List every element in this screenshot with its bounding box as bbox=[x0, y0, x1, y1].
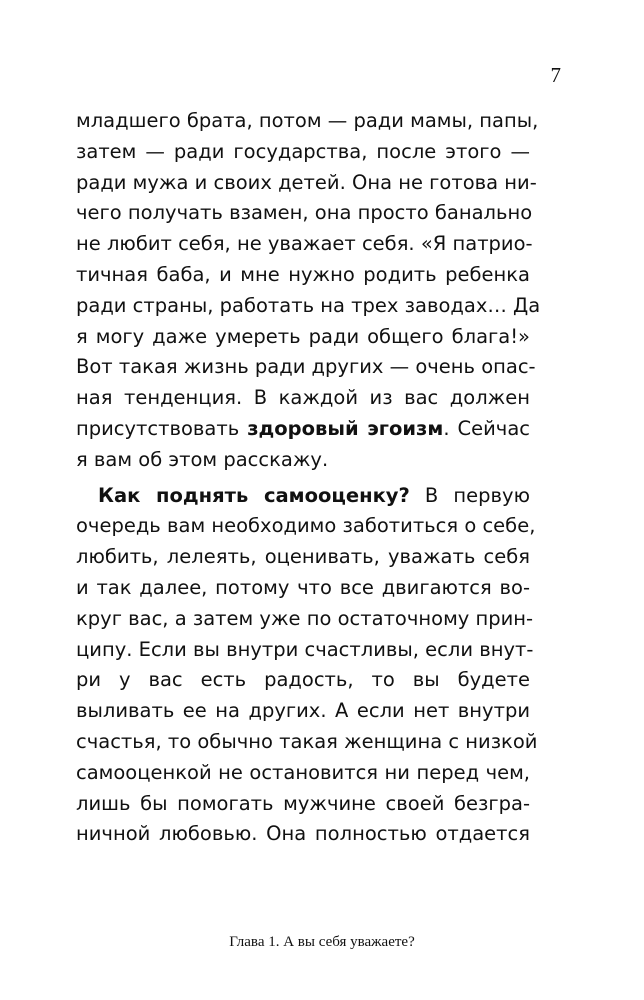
text-line bbox=[76, 414, 530, 445]
text-line: и так далее, потому что все двигаются во- bbox=[76, 575, 530, 599]
text-line: затем — ради государства, после этого — bbox=[76, 139, 530, 163]
text-line: Вот такая жизнь ради других — очень опас- bbox=[76, 355, 536, 379]
paragraph-2 bbox=[76, 481, 538, 851]
text-run: присутствовать bbox=[76, 416, 248, 440]
text-line: выливать ее на других. А если нет внутри bbox=[76, 699, 530, 723]
body-text bbox=[76, 106, 541, 850]
text-line: чего получать взамен, она просто банально bbox=[76, 201, 533, 225]
text-line: счастья, то обычно такая женщина с низкой bbox=[76, 729, 538, 753]
running-footer: Глава 1. А вы себя уважаете? bbox=[229, 934, 415, 950]
text-line: не любит себя, не уважает себя. «Я патрио- bbox=[76, 232, 533, 256]
bold-term: здоровый эгоизм bbox=[247, 416, 444, 440]
text-line: тичная баба, и мне нужно родить ребенка bbox=[76, 262, 530, 286]
text-line: я вам об этом расскажу. bbox=[76, 447, 329, 471]
text-line: ради мужа и своих детей. Она не готова ни- bbox=[76, 170, 537, 194]
text-line: я могу даже умереть ради общего блага!» bbox=[76, 324, 530, 348]
text-run: В первую bbox=[409, 483, 530, 507]
page-number: 7 bbox=[550, 63, 561, 87]
text-line: самооценкой не остановится ни перед чем, bbox=[76, 760, 530, 784]
paragraph-1 bbox=[76, 106, 541, 476]
bold-heading: Как поднять самооценку? bbox=[98, 483, 410, 507]
text-line: ципу. Если вы внутри счастливы, если внут- bbox=[76, 637, 534, 661]
text-line: лишь бы помогать мужчине своей безгра- bbox=[76, 791, 530, 815]
text-line: младшего брата, потом — ради мамы, папы, bbox=[76, 109, 539, 132]
text-line: ная тенденция. В каждой из вас должен bbox=[76, 386, 530, 410]
text-line: ри у вас есть радость, то вы будете bbox=[76, 668, 530, 692]
text-run: . Сейчас bbox=[443, 416, 530, 440]
text-line: очередь вам необходимо заботиться о себе, bbox=[76, 514, 536, 538]
text-line: любить, лелеять, оценивать, уважать себя bbox=[76, 545, 530, 569]
text-line: ничной любовью. Она полностью отдается bbox=[76, 822, 530, 846]
text-line bbox=[76, 481, 530, 512]
text-line: ради страны, работать на трех заводах… Да bbox=[76, 293, 541, 317]
text-line: круг вас, а затем уже по остаточному прин- bbox=[76, 606, 534, 630]
